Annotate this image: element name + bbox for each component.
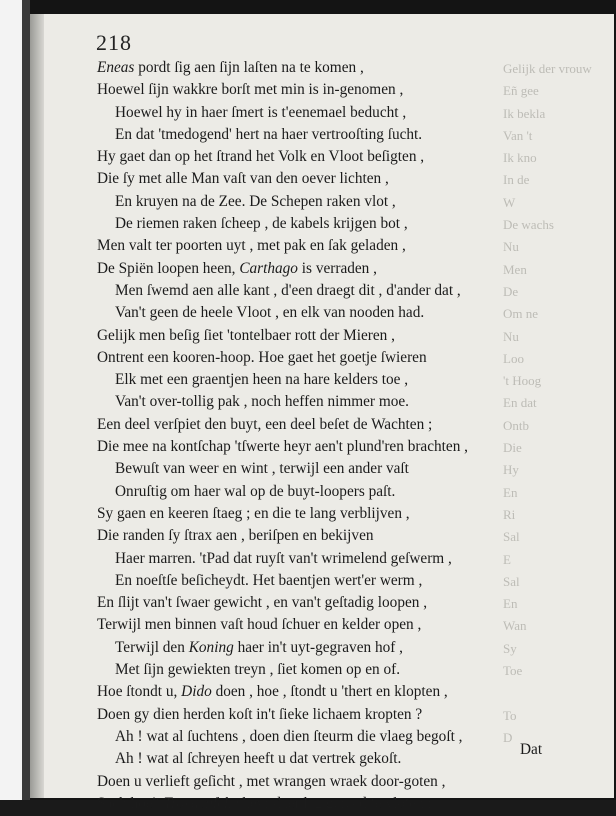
text-run: Terwijl den [115,638,189,656]
text-line [97,414,507,436]
bleed-line: Ri [503,506,516,522]
text-line [97,102,507,124]
text-run: is verraden , [297,259,377,277]
text-line [97,347,507,369]
text-line [97,57,507,79]
text-line [97,436,507,458]
text-run: Die ſy met alle Man vaſt van den oever lichten , [97,170,389,188]
scan-shadow [22,0,30,800]
bleed-line: Nu [503,328,519,344]
text-line [97,191,507,213]
bleed-line: Gelijk der vrouw [503,61,592,76]
italic-name: Koning [188,638,234,656]
text-line [97,748,507,770]
bleed-line: Sal [503,529,520,545]
text-line [97,659,507,681]
text-line [97,525,507,547]
italic-name: Troyaenſche [163,794,239,812]
italic-name: Eneas [97,59,135,76]
text-run: Haer marren. 'tPad dat ruyſt van't wrimelend geſwerm , [115,549,452,567]
bleed-line: In de [503,172,530,188]
facing-page-bleed-through [503,58,592,745]
text-line [97,771,507,793]
text-run: Ontrent een kooren-hoop. Hoe gaet het goetje ſwieren [97,348,427,366]
text-run: De riemen raken ſcheep , de kabels krijgen bot , [115,215,408,233]
text-line [97,124,507,146]
bleed-line: Men [503,261,527,277]
text-run: Gelijk men beſig ſiet 'tontelbaer rott der Mieren , [97,326,395,344]
text-run: Ah ! wat al ſuchtens , doen dien ſteurm die vlaeg begoſt , [115,727,463,745]
bleed-line: Loo [503,350,524,366]
bleed-line: Hy [503,462,519,478]
text-line [97,726,507,748]
text-run: Hoewel ſijn wakkre borſt met min is in-genomen , [97,81,404,99]
text-run: Die randen ſy ſtrax aen , beriſpen en bekijven [97,527,374,545]
text-line [97,503,507,525]
bleed-line: Eñ gee [503,83,539,99]
catchword: Dat [520,741,543,758]
text-run: Men ſwemd aen alle kant , d'een draegt dit , d'ander dat , [115,281,461,299]
bleed-line: Sy [503,640,517,656]
text-run: Hoewel hy in haer ſmert is t'eenemael beducht , [115,103,407,121]
text-run: Terwijl men binnen vaſt houd ſchuer en kelder open , [97,616,422,634]
bleed-line: Ik bekla [503,105,546,121]
bleed-line: Sal [503,573,520,589]
italic-name: Dido [181,683,212,701]
bleed-line: En [503,596,518,612]
text-line [97,481,507,503]
text-run: haer in't uyt-gegraven hof , [233,638,404,656]
text-run: Ah ! wat al ſchreyen heeft u dat vertrek gekoſt. [115,750,402,768]
text-run: En noeſtſe beſicheydt. Het baentjen wert'er werm , [115,571,423,589]
text-run: Men valt ter poorten uyt , met pak en ſak geladen , [97,237,406,255]
text-line [97,146,507,168]
bleed-line: Ontb [503,417,529,433]
text-run: Hy gaet dan op het ſtrand het Volk en Vloot beſigten , [97,148,425,166]
text-run: En dat 'tmedogend' hert na haer vertrooſting ſucht. [115,125,423,143]
italic-name: Carthago [239,259,298,277]
bleed-line: Om ne [503,306,539,322]
page-number: 218 [96,30,132,55]
text-line [97,548,507,570]
text-line [97,325,507,347]
bleed-line [503,772,584,794]
bleed-line: De wachs [503,217,554,233]
text-line [97,235,507,257]
text-run: doen , hoe , ſtondt u 'thert en klopten , [211,683,448,701]
bleed-line: Die [503,440,522,456]
bleed-line: Nu [503,239,519,255]
poem-text-block [97,57,507,815]
text-run: De Spiën loopen heen, [97,259,240,277]
bleed-line: Ik kno [503,150,537,166]
text-run: heyr daer lag gereed te vloten ; [238,794,432,812]
text-line [97,168,507,190]
text-run: En kruyen na de Zee. De Schepen raken vlot , [115,192,396,210]
text-line [97,614,507,636]
text-run: Die mee na kontſchap 'tſwerte heyr aen't plund'ren brachten , [97,438,468,456]
bleed-line: Toe [503,663,523,679]
text-line [97,280,507,302]
text-run: Elk met een graentjen heen na hare kelders toe , [115,371,409,389]
bleed-line: To [503,707,517,723]
text-run: Sy gaen en keeren ſtaeg ; en die te lang verblijven , [97,504,410,522]
text-run: pordt ſig aen ſijn laſten na te komen , [134,59,364,76]
text-line [97,369,507,391]
text-line [97,213,507,235]
text-line [97,79,507,101]
text-run: Met ſijn gewiekten treyn , ſiet komen op en of. [115,661,401,679]
page-gutter [30,14,44,798]
bleed-line: Van 't [503,127,533,143]
text-run: Van't over-tollig pak , noch heffen nimmer moe. [115,393,410,411]
text-run: Hoe ſtondt u, [97,683,182,701]
text-line [97,592,507,614]
bleed-line [503,749,584,771]
bleed-line: 't Hoog [503,373,542,389]
text-line [97,637,507,659]
bleed-line: En dat [503,395,537,411]
text-line [97,793,507,815]
scan-margin [0,0,30,800]
text-line [97,391,507,413]
text-run: Een deel verſpiet den buyt, een deel beſet de Wachten ; [97,415,433,433]
text-run: En ſlijt van't ſwaer gewicht , en van't geſtadig loopen , [97,594,428,612]
bleed-line: De [503,283,519,299]
bleed-line [503,682,584,704]
bleed-line: Wan [503,618,527,634]
text-line [97,704,507,726]
text-line [97,302,507,324]
bleed-line: D [503,729,513,745]
text-run: Doen gy dien herden koſt in't ſieke lichaem kropten ? [97,705,423,723]
text-line [97,458,507,480]
text-run: Sach hoe't [97,794,164,812]
text-run: Onruſtig om haer wal op de buyt-loopers paſt. [115,482,396,500]
text-line [97,570,507,592]
text-run: Bewuſt van weer en wint , terwijl een ander vaſt [115,460,409,478]
text-line [97,258,507,280]
bleed-line: E [503,551,511,567]
text-line [97,681,507,703]
bleed-line [503,794,584,816]
text-run: Doen u verlieft geſicht , met wrangen wraek door-goten , [97,772,446,790]
text-run: Van't geen de heele Vloot , en elk van nooden had. [115,304,425,322]
bleed-line: En [503,484,518,500]
bleed-line: W [503,194,516,210]
